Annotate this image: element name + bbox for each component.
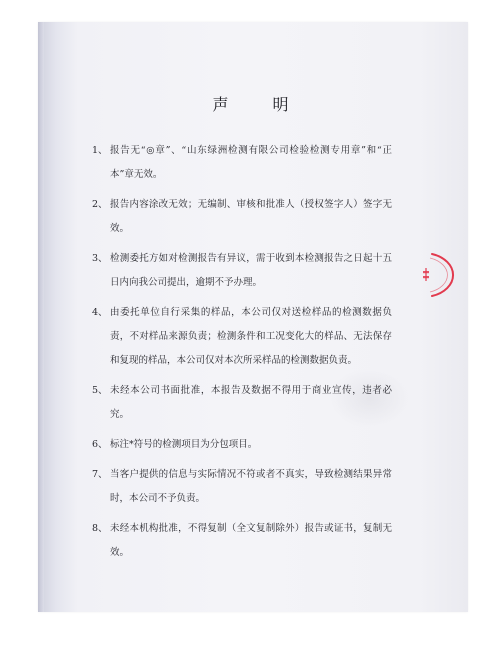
statement-text: 未经本公司书面批准，本报告及数据不得用于商业宣传，违者必究。 bbox=[110, 385, 392, 420]
statement-text: 当客户提供的信息与实际情况不符或者不真实，导致检测结果异常时，本公司不予负责。 bbox=[110, 469, 392, 504]
statement-number: 2、 bbox=[92, 199, 108, 210]
statement-item bbox=[92, 247, 392, 295]
statement-text: 报告无“◎章”、“山东绿洲检测有限公司检验检测专用章”和“正本”章无效。 bbox=[110, 145, 392, 180]
statement-item bbox=[92, 139, 392, 187]
statement-text: 报告内容涂改无效；无编制、审核和批准人（授权签字人）签字无效。 bbox=[110, 199, 392, 234]
statement-number: 8、 bbox=[92, 523, 108, 534]
statement-number: 7、 bbox=[92, 469, 108, 480]
statement-text: 标注*符号的检测项目为分包项目。 bbox=[110, 439, 258, 450]
statement-item bbox=[92, 301, 392, 373]
statement-number: 5、 bbox=[92, 385, 108, 396]
statement-text: 未经本机构批准，不得复制（全文复制除外）报告或证书，复制无效。 bbox=[110, 523, 392, 558]
statement-number: 1、 bbox=[92, 145, 108, 156]
statement-item bbox=[92, 379, 392, 427]
statement-number: 3、 bbox=[92, 253, 108, 264]
seal-stamp-fragment bbox=[420, 252, 460, 298]
statement-item bbox=[92, 517, 392, 565]
statement-item bbox=[92, 463, 392, 511]
statement-item bbox=[92, 433, 392, 457]
statement-number: 4、 bbox=[92, 307, 108, 318]
page-title: 声 明 bbox=[212, 95, 303, 114]
statement-number: 6、 bbox=[92, 439, 108, 450]
statement-text: 检测委托方如对检测报告有异议，需于收到本检测报告之日起十五日内向我公司提出，逾期不予办理。 bbox=[110, 253, 392, 288]
statement-item bbox=[92, 193, 392, 241]
statement-text: 由委托单位自行采集的样品，本公司仅对送检样品的检测数据负责，不对样品来源负责；检测条件和工况变化大的样品、无法保存和复现的样品，本公司仅对本次所采样品的检测数据负责。 bbox=[110, 307, 392, 366]
statement-list bbox=[92, 139, 392, 571]
